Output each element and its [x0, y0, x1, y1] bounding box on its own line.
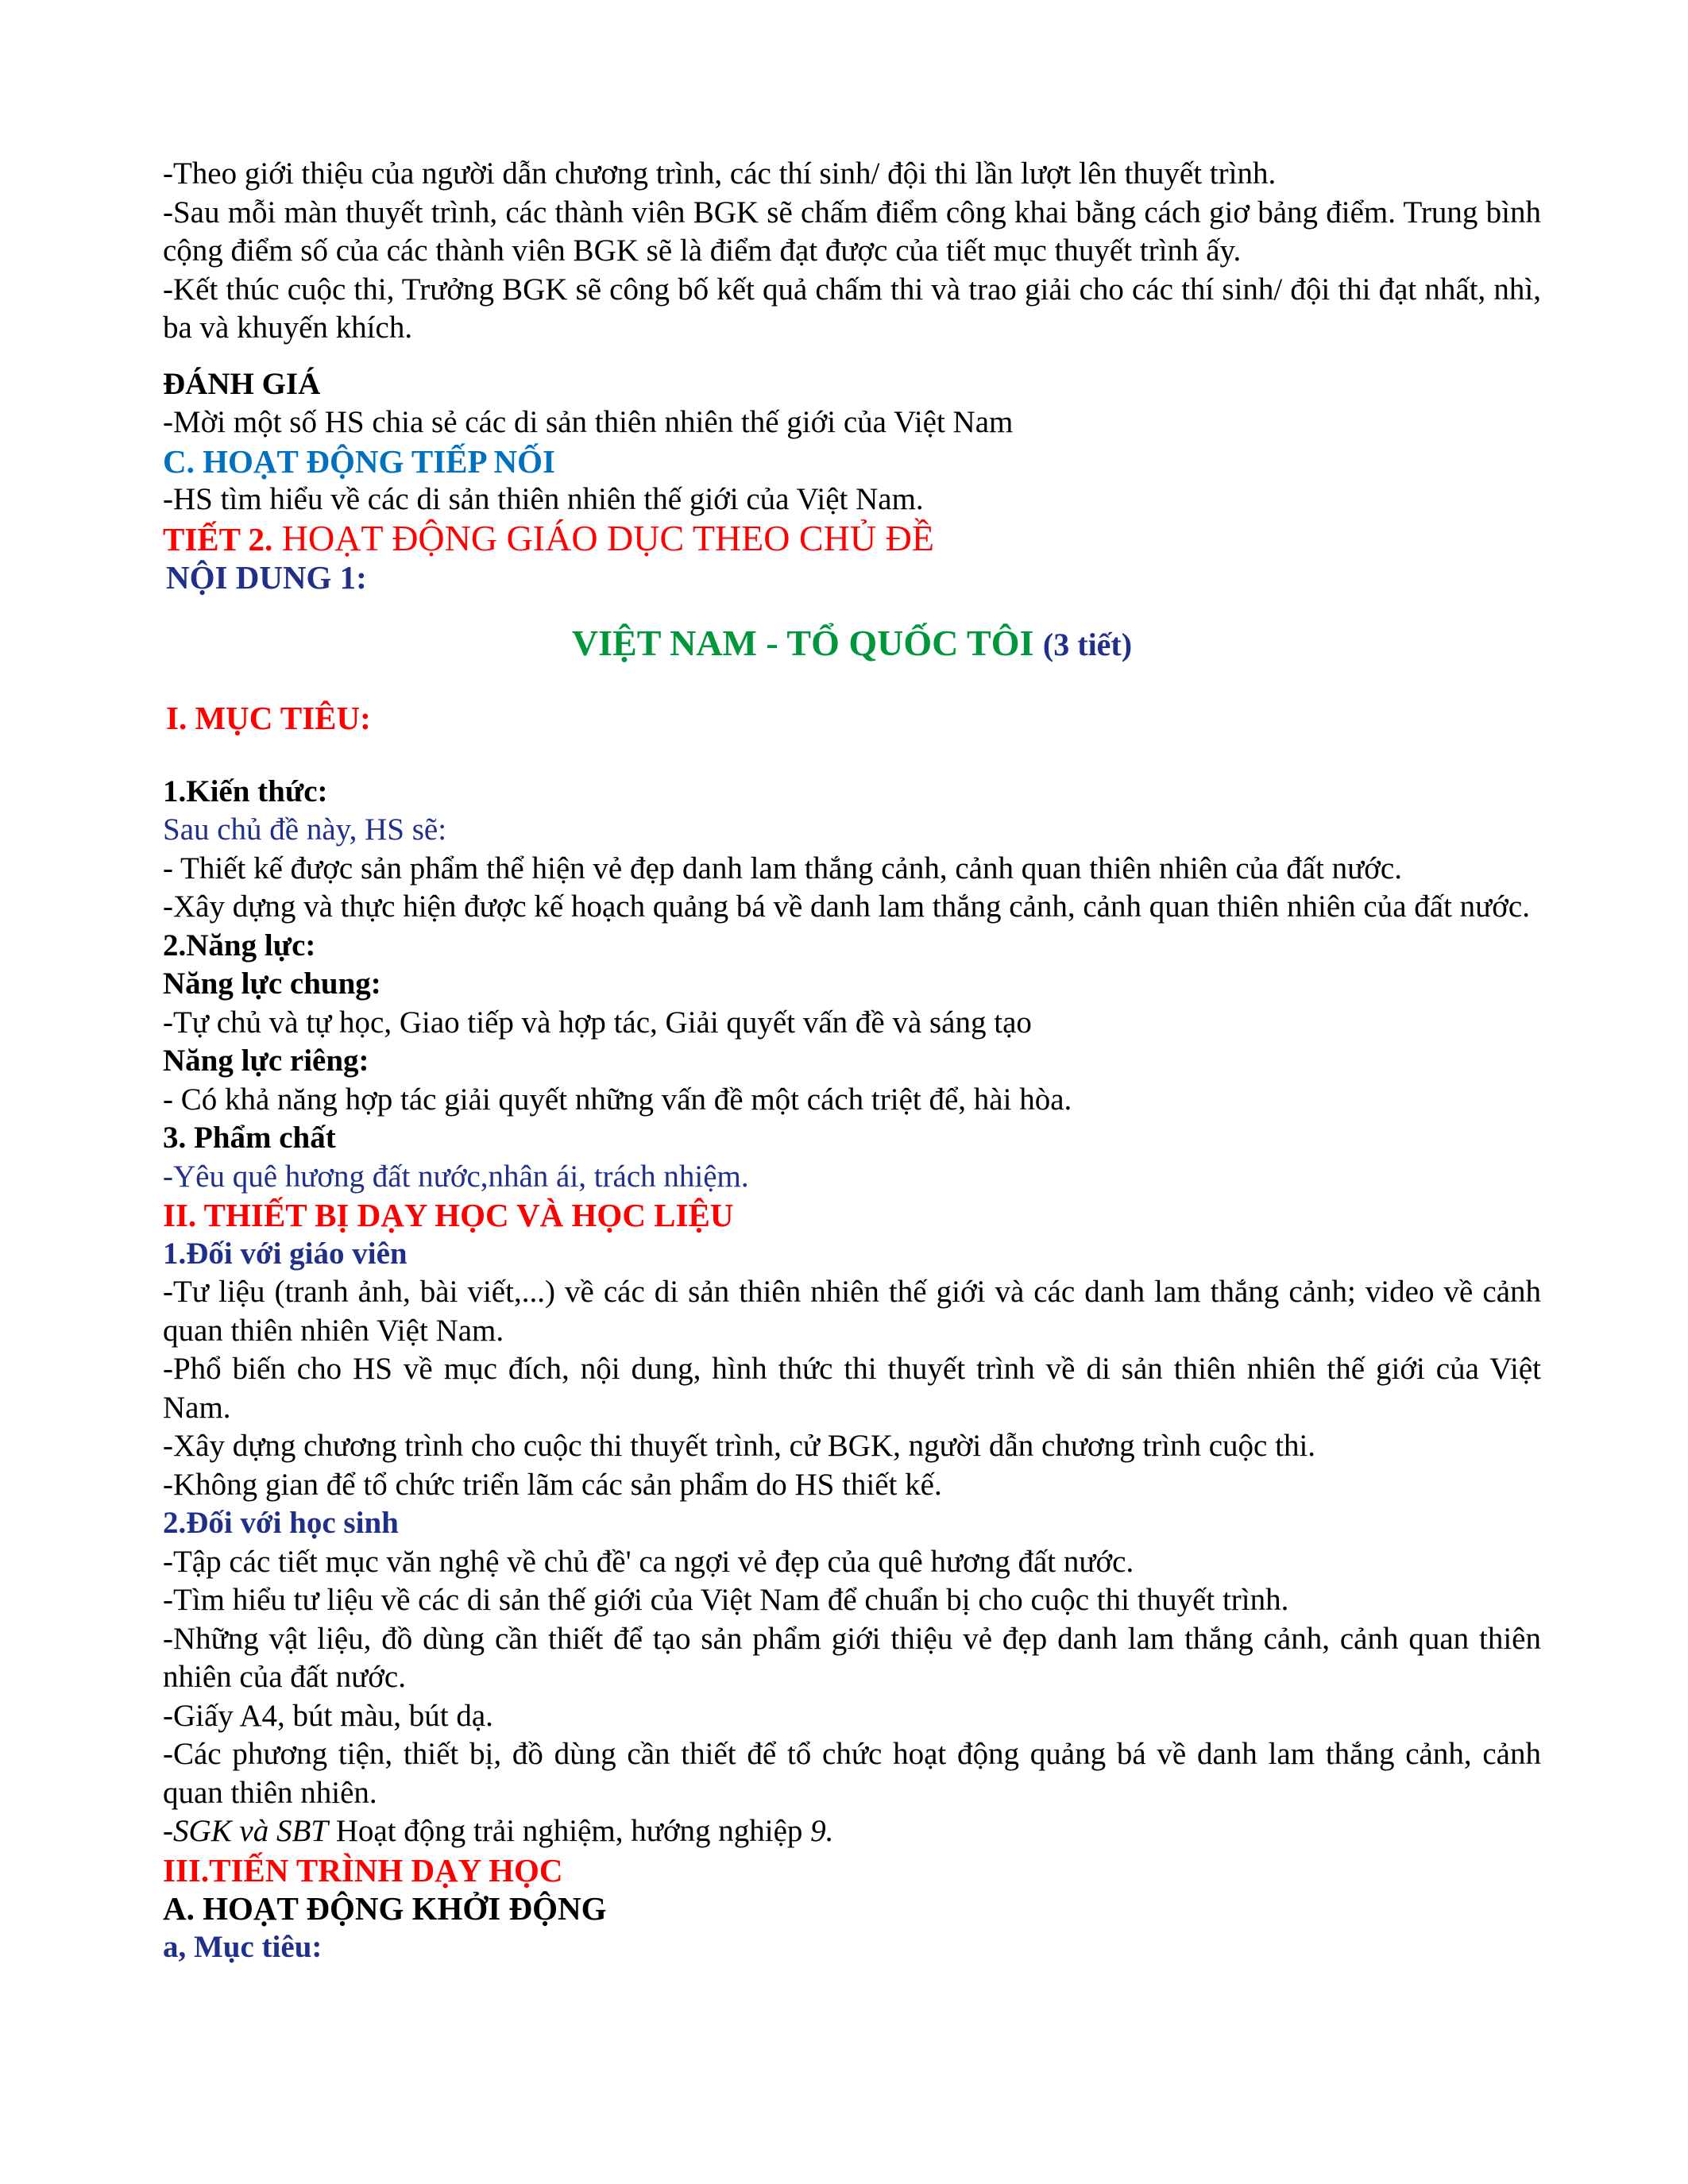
tiep-noi-heading: C. HOẠT ĐỘNG TIẾP NỐI: [163, 442, 556, 480]
sgk-normal: Hoạt động trải nghiệm, hướng nghiệp: [328, 1814, 811, 1848]
topic-title-text: VIỆT NAM - TỔ QUỐC TÔI: [571, 622, 1043, 663]
intro-line-2: -Sau mỗi màn thuyết trình, các thành viên BGK sẽ chấm điểm công khai bằng cách giơ bảng điểm. Trung bình cộng điểm số của các thành viên BGK sẽ là điểm đạt được của tiết mục thuyết trình ấy.: [163, 195, 1541, 268]
hoc-sinh-item: -Tìm hiểu tư liệu về các di sản thế giới của Việt Nam để chuẩn bị cho cuộc thi thuyết trình.: [163, 1583, 1289, 1617]
kien-thuc-item: -Xây dựng và thực hiện được kế hoạch quảng bá về danh lam thắng cảnh, cảnh quan thiên nhiên của đất nước.: [163, 889, 1530, 924]
giao-vien-item: -Tư liệu (tranh ảnh, bài viết,...) về các di sản thiên nhiên thế giới và các danh lam thắng cảnh; video về cảnh quan thiên nhiên Việt Nam.: [163, 1275, 1541, 1348]
danh-gia-heading: ĐÁNH GIÁ: [163, 366, 321, 401]
document-page: [163, 155, 1541, 1966]
hoc-sinh-item: -Những vật liệu, đồ dùng cần thiết để tạo sản phẩm giới thiệu vẻ đẹp danh lam thắng cảnh, cảnh quan thiên nhiên của đất nước.: [163, 1621, 1541, 1694]
noi-dung-heading: NỘI DUNG 1:: [166, 559, 367, 596]
giao-vien-item: -Không gian để tổ chức triển lãm các sản phẩm do HS thiết kế.: [163, 1467, 942, 1502]
nang-luc-heading: 2.Năng lực:: [163, 928, 316, 963]
giao-vien-heading: 1.Đối với giáo viên: [163, 1236, 408, 1271]
pham-chat-text: -Yêu quê hương đất nước,nhân ái, trách nhiệm.: [163, 1159, 749, 1194]
muc-tieu-heading: I. MỤC TIÊU:: [166, 700, 371, 736]
sgk-line: [163, 1812, 1541, 1851]
nang-luc-rieng-heading: Năng lực riêng:: [163, 1044, 369, 1078]
tiet-2-title: HOẠT ĐỘNG GIÁO DỤC THEO CHỦ ĐỀ: [272, 517, 934, 558]
tiep-noi-text: -HS tìm hiểu về các di sản thiên nhiên thế giới của Việt Nam.: [163, 482, 924, 516]
thiet-bi-heading: II. THIẾT BỊ DẠY HỌC VÀ HỌC LIỆU: [163, 1197, 734, 1233]
tien-trinh-heading: III.TIẾN TRÌNH DẠY HỌC: [163, 1851, 563, 1889]
nang-luc-chung-heading: Năng lực chung:: [163, 967, 381, 1001]
danh-gia-text: -Mời một số HS chia sẻ các di sản thiên nhiên thế giới của Việt Nam: [163, 405, 1014, 439]
kien-thuc-heading: 1.Kiến thức:: [163, 774, 328, 808]
topic-title: [163, 624, 1541, 665]
hoc-sinh-item: -Giấy A4, bút màu, bút dạ.: [163, 1698, 493, 1733]
tiet-2-label: TIẾT 2.: [163, 520, 273, 558]
kien-thuc-item: - Thiết kế được sản phẩm thể hiện vẻ đẹp danh lam thắng cảnh, cảnh quan thiên nhiên của đất nước.: [163, 851, 1402, 886]
khoi-dong-heading: A. HOẠT ĐỘNG KHỞI ĐỘNG: [163, 1890, 607, 1927]
nang-luc-rieng-text: - Có khả năng hợp tác giải quyết những vấn đề một cách triệt để, hài hòa.: [163, 1082, 1072, 1117]
sgk-num: 9.: [810, 1814, 834, 1848]
sgk-italic: -SGK và SBT: [163, 1814, 328, 1848]
intro-line-3: -Kết thúc cuộc thi, Trưởng BGK sẽ công bố kết quả chấm thi và trao giải cho các thí sinh/ đội thi đạt nhất, nhì, ba và khuyến khích.: [163, 272, 1541, 345]
muc-tieu-sub-heading: a, Mục tiêu:: [163, 1929, 323, 1964]
topic-duration: (3 tiết): [1042, 626, 1133, 662]
giao-vien-item: -Xây dựng chương trình cho cuộc thi thuyết trình, cử BGK, người dẫn chương trình cuộc thi.: [163, 1429, 1316, 1463]
hoc-sinh-heading: 2.Đối với học sinh: [163, 1506, 399, 1540]
hoc-sinh-item: -Tập các tiết mục văn nghệ về chủ đề' ca ngợi vẻ đẹp của quê hương đất nước.: [163, 1544, 1134, 1579]
pham-chat-heading: 3. Phẩm chất: [163, 1121, 336, 1155]
intro-line-1: -Theo giới thiệu của người dẫn chương trình, các thí sinh/ đội thi lần lượt lên thuyết trình.: [163, 156, 1277, 191]
giao-vien-item: -Phổ biến cho HS về mục đích, nội dung, hình thức thi thuyết trình về di sản thiên nhiên thế giới của Việt Nam.: [163, 1352, 1541, 1425]
nang-luc-chung-text: -Tự chủ và tự học, Giao tiếp và hợp tác, Giải quyết vấn đề và sáng tạo: [163, 1005, 1032, 1040]
kien-thuc-intro: Sau chủ đề này, HS sẽ:: [163, 812, 447, 847]
hoc-sinh-item: -Các phương tiện, thiết bị, đồ dùng cần thiết để tổ chức hoạt động quảng bá về danh lam thắng cảnh, cảnh quan thiên nhiên.: [163, 1737, 1541, 1810]
tiet-2-heading: [163, 519, 1541, 559]
